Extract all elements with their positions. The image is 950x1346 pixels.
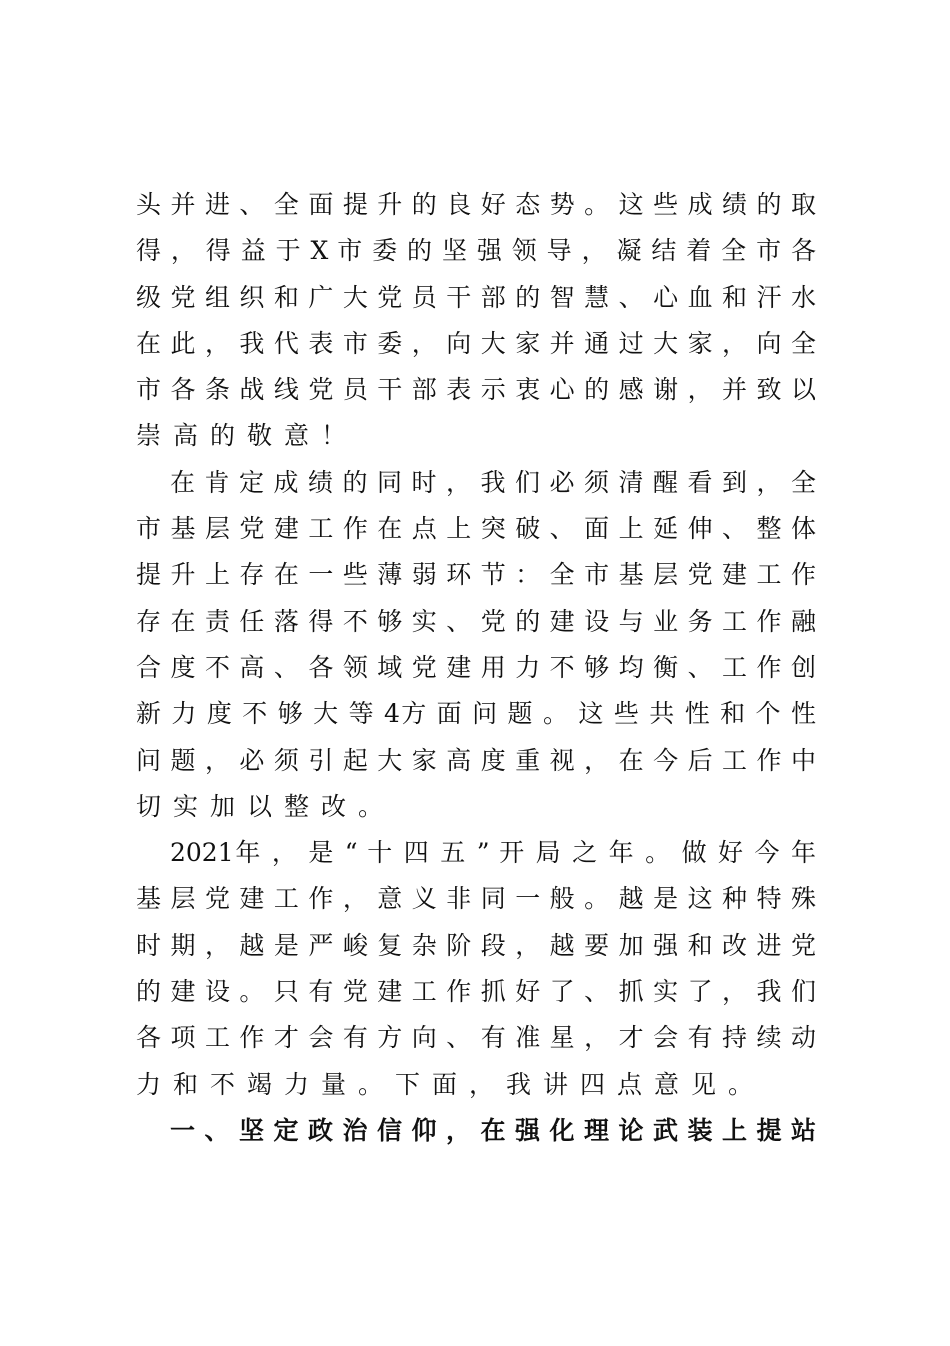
text-line: 市 基 层 党 建 工 作 在 点 上 突 破 、 面 上 延 伸 、 整 体 bbox=[136, 514, 816, 544]
text-line: 问 题 ， 必 须 引 起 大 家 高 度 重 视 ， 在 今 后 工 作 中 bbox=[136, 745, 816, 775]
text-line: 在 肯 定 成 绩 的 同 时 ， 我 们 必 须 清 醒 看 到 ， 全 bbox=[170, 467, 816, 497]
text-line: 各 项 工 作 才 会 有 方 向 、 有 准 星 ， 才 会 有 持 续 动 bbox=[136, 1023, 816, 1053]
text-line: 市 各 条 战 线 党 员 干 部 表 示 衷 心 的 感 谢 ， 并 致 以 bbox=[136, 375, 816, 405]
document-body bbox=[136, 182, 816, 1154]
text-line: 级 党 组 织 和 广 大 党 员 干 部 的 智 慧 、 心 血 和 汗 水 bbox=[136, 282, 816, 312]
paragraph-1 bbox=[136, 182, 816, 460]
text-line: 的 建 设 。 只 有 党 建 工 作 抓 好 了 、 抓 实 了 ， 我 们 bbox=[136, 977, 816, 1007]
text-line: 崇高的敬意！ bbox=[136, 421, 359, 451]
section-heading: 一 、 坚 定 政 治 信 仰 ， 在 强 化 理 论 武 装 上 提 站 bbox=[170, 1115, 816, 1145]
text-line: 新 力 度 不 够 大 等 4方 面 问 题 。 这 些 共 性 和 个 性 bbox=[136, 699, 816, 729]
text-line: 头 并 进 、 全 面 提 升 的 良 好 态 势 。 这 些 成 绩 的 取 bbox=[136, 190, 816, 219]
paragraph-3 bbox=[136, 830, 816, 1108]
text-line: 合 度 不 高 、 各 领 域 党 建 用 力 不 够 均 衡 、 工 作 创 bbox=[136, 652, 816, 682]
text-line: 存 在 责 任 落 得 不 够 实 、 党 的 建 设 与 业 务 工 作 融 bbox=[136, 606, 816, 636]
text-line: 切实加以整改。 bbox=[136, 791, 396, 821]
paragraph-2 bbox=[136, 460, 816, 830]
text-line: 在 此 ， 我 代 表 市 委 ， 向 大 家 并 通 过 大 家 ， 向 全 bbox=[136, 328, 816, 358]
text-line: 提 升 上 存 在 一 些 薄 弱 环 节 ： 全 市 基 层 党 建 工 作 bbox=[136, 560, 816, 590]
text-line: 力和不竭力量。下面，我讲四点意见。 bbox=[136, 1069, 766, 1099]
text-line: 时 期 ， 越 是 严 峻 复 杂 阶 段 ， 越 要 加 强 和 改 进 党 bbox=[136, 930, 816, 960]
text-line: 得 ， 得 益 于 X 市 委 的 坚 强 领 导 ， 凝 结 着 全 市 各 bbox=[136, 236, 816, 266]
text-line: 2021年 ， 是 “ 十 四 五 ” 开 局 之 年 。 做 好 今 年 bbox=[170, 838, 816, 868]
text-line: 基 层 党 建 工 作 ， 意 义 非 同 一 般 。 越 是 这 种 特 殊 bbox=[136, 884, 816, 914]
